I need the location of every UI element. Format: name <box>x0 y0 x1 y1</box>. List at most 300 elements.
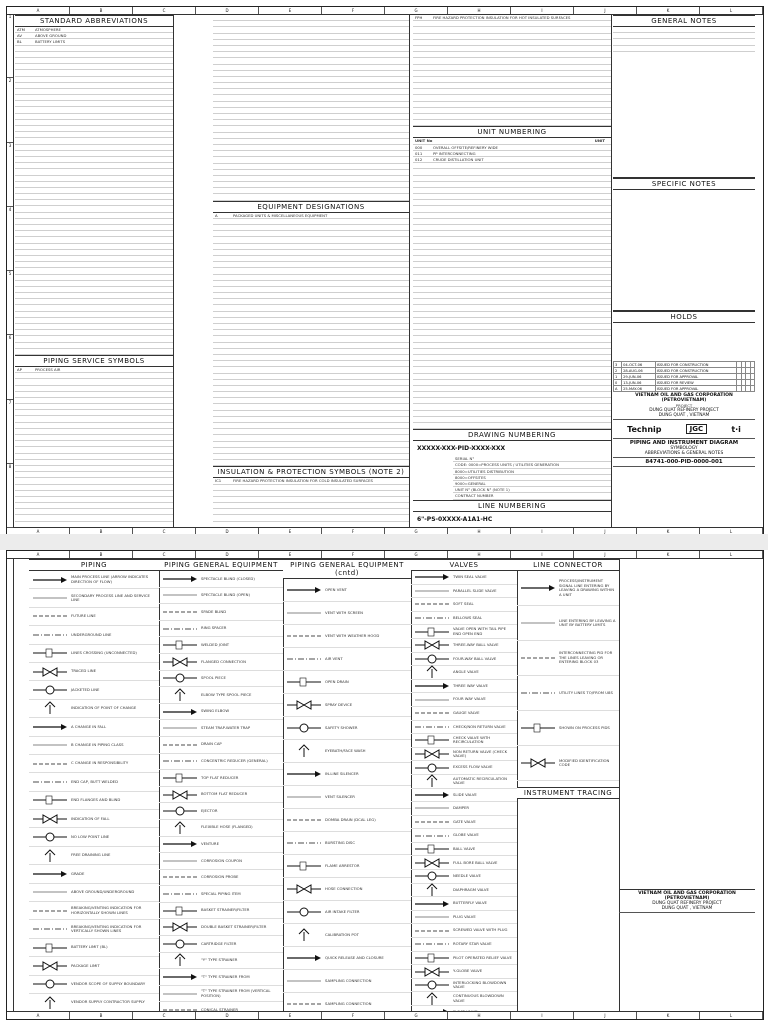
equipment-symbol-label: CORROSION COUPON <box>201 857 243 863</box>
equipment-column <box>213 15 410 527</box>
insulation-continued-list <box>413 15 611 126</box>
valve-symbol <box>411 775 517 789</box>
specific-notes-area <box>613 190 755 311</box>
valve-symbol-label: ROTARY STAR VALVE <box>453 941 492 947</box>
ruler-mark: E <box>259 528 322 535</box>
valve-symbol <box>411 952 517 966</box>
piping-symbol <box>29 957 159 975</box>
symbol-glyph-icon <box>29 942 71 954</box>
equipment-symbol-label: STEAM TRAP-WATER TRAP <box>201 724 251 730</box>
symbol-glyph-icon <box>29 813 71 825</box>
valve-symbol-label: FULL BORE BALL VALVE <box>453 859 498 865</box>
symbol-glyph-icon <box>159 805 201 817</box>
ruler-mark: L <box>700 1012 763 1019</box>
valve-symbol-label: EXCESS FLOW VALVE <box>453 764 493 770</box>
ti-logo: t·i <box>731 424 741 434</box>
ruler-mark: I <box>511 528 574 535</box>
symbol-glyph-icon <box>159 972 201 982</box>
symbol-glyph-icon <box>159 590 201 600</box>
ruler-mark: C <box>133 7 196 14</box>
drawing-numbering-note: 8000=OFFSITES <box>453 475 611 481</box>
ruler-mark: G <box>385 551 448 558</box>
insulation-row-text: FIRE HAZARD PROTECTION INSULATION FOR HOT INSULATED SURFACES <box>433 15 571 20</box>
equipment-symbol <box>283 786 411 809</box>
equipment-symbol <box>283 602 411 625</box>
ruler-mark: D <box>196 528 259 535</box>
equipment-symbol-label: CARTRIDGE FILTER <box>201 940 237 946</box>
equipment-symbol-label: CORROSION PROBE <box>201 874 239 880</box>
insulation-row-text: FIRE HAZARD PROTECTION INSULATION FOR COLD INSULATED SURFACES <box>233 478 373 484</box>
symbol-glyph-icon <box>517 618 559 628</box>
symbol-glyph-icon <box>159 938 201 950</box>
sheet-ruler-left <box>7 14 14 528</box>
ruler-mark: E <box>259 551 322 558</box>
piping-symbol-label: C CHANGE IN RESPONSIBILITY <box>71 760 129 766</box>
symbol-glyph-icon <box>29 684 71 696</box>
symbol-glyph-icon <box>411 748 453 760</box>
symbol-glyph-icon <box>29 831 71 843</box>
piping-symbol <box>29 663 159 681</box>
equipment-symbol-label: FLAME ARRESTOR <box>325 862 360 868</box>
symbol-glyph-icon <box>29 996 71 1010</box>
valve-symbol-label: THREE WAY VALVE <box>453 682 488 688</box>
symbol-glyph-icon <box>159 789 201 801</box>
equipment-symbol <box>159 654 283 671</box>
valve-symbol <box>411 612 517 626</box>
piping-symbol-label: BATTERY LIMIT (BL) <box>71 944 108 950</box>
connector-symbol-label: LINE ENTERING BY LEAVING A UNIT BY BATTERY LIMITS <box>559 617 616 627</box>
equipment-symbol <box>283 740 411 763</box>
valve-symbol-label: BELLOWS SEAL <box>453 614 482 620</box>
equipment-symbol <box>159 870 283 887</box>
valves-heading: VALVES <box>411 559 517 571</box>
symbol-glyph-icon <box>283 976 325 986</box>
symbol-glyph-icon <box>159 889 201 899</box>
valve-symbol <box>411 829 517 843</box>
ruler-mark: K <box>637 528 700 535</box>
revision-cell: 0 <box>614 380 622 386</box>
valve-symbol-list <box>411 571 517 1011</box>
drawing-subtitle-1: SYMBOLOGY <box>670 446 698 451</box>
equipment-symbol <box>283 832 411 855</box>
symbol-glyph-icon <box>29 611 71 621</box>
ruler-mark: C <box>133 1012 196 1019</box>
ruler-mark: 4 <box>7 207 13 271</box>
unit-number-col-header: UNIT No <box>415 138 433 144</box>
project-name: DUNG QUAT REFINERY PROJECT <box>649 408 719 413</box>
piping-symbol-label: BREAKING/VENTING INDICATION FOR HORIZONTALLY SHOWN LINES <box>71 905 142 915</box>
valve-symbol <box>411 911 517 925</box>
equipment-symbol <box>159 986 283 1003</box>
ruler-mark: E <box>259 7 322 14</box>
piping-symbol-label: JACKETED LINE <box>71 686 100 692</box>
equipment-symbol-label: SPRAY DEVICE <box>325 701 353 707</box>
symbol-glyph-icon <box>29 924 71 934</box>
symbol-glyph-icon <box>283 722 325 734</box>
symbol-glyph-icon <box>159 688 201 702</box>
unit-row-text: CRUDE DISTILLATION UNIT <box>433 156 484 162</box>
symbol-glyph-icon <box>411 939 453 949</box>
abbreviations-continued-list <box>213 15 409 201</box>
sheet-separator <box>0 534 768 550</box>
symbol-glyph-icon <box>29 794 71 806</box>
ruler-mark: G <box>385 528 448 535</box>
symbol-glyph-icon <box>411 639 453 651</box>
valve-symbol <box>411 789 517 803</box>
symbol-glyph-icon <box>29 647 71 659</box>
symbol-glyph-icon <box>159 921 201 933</box>
piping-symbol-label: GRADE <box>71 870 85 876</box>
valve-symbol <box>411 979 517 993</box>
equipment-symbol-label: AIR INTAKE FILTER <box>325 908 360 914</box>
valve-symbol-label: CHECK VALVE WITH RECIRCULATION <box>453 734 491 745</box>
symbol-glyph-icon <box>411 599 453 609</box>
equipment-symbol-label: SPOOL PIECE <box>201 675 226 681</box>
symbol-glyph-icon <box>517 757 559 769</box>
symbol-glyph-icon <box>411 790 453 800</box>
connector-symbol-label: INTERCONNECTING PID FOR THE LINES LEAVING OR ENTERING BLOCK 03 <box>559 650 613 665</box>
valve-symbol-label: FOUR-WAY BALL VALVE <box>453 655 497 661</box>
equipment-row-code: A <box>215 212 218 218</box>
piping-symbol-label: NO LOW POINT LINE <box>71 833 110 839</box>
revision-cell: ISSUED FOR APPROVAL <box>655 386 737 392</box>
equipment-symbol-label: HOSE CONNECTION <box>325 885 363 891</box>
symbol-glyph-icon <box>283 585 325 595</box>
revision-cell: ISSUED FOR REVIEW <box>655 380 737 386</box>
connector-symbol-label: PROCESS/INSTRUMENT SIGNAL LINE ENTERING BY LEAVING A DRAWING WITHIN A UNIT <box>559 578 615 597</box>
piping-symbol <box>29 847 159 865</box>
piping-symbol-label: INDICATION OF FALL <box>71 815 110 821</box>
sheet2-title-block <box>619 890 755 913</box>
symbol-glyph-icon <box>411 586 453 596</box>
valve-symbol-label: ANGLE VALVE <box>453 669 479 675</box>
symbol-glyph-icon <box>283 608 325 618</box>
symbol-glyph-icon <box>159 639 201 651</box>
revision-table <box>613 361 755 392</box>
equipment-symbol <box>159 671 283 688</box>
ruler-mark: 3 <box>7 143 13 207</box>
ruler-mark: L <box>700 528 763 535</box>
equipment-symbol-label: FLEXIBLE HOSE (FLANGED) <box>201 824 253 830</box>
connector-symbol <box>517 676 619 711</box>
ruler-mark: F <box>322 7 385 14</box>
connector-symbol <box>517 606 619 641</box>
valve-symbol <box>411 598 517 612</box>
equipment-symbol-label: SPECIAL PIPING ITEM <box>201 890 241 896</box>
piping-symbol-label: SECONDARY PROCESS LINE AND SERVICE LINE <box>71 592 150 603</box>
connector-symbol <box>517 711 619 746</box>
drawing-number: 84741-000-PID-0000-001 <box>613 458 755 467</box>
equipment-symbol-label: "T" TYPE STRAINER FROM <box>201 973 250 979</box>
symbol-glyph-icon <box>159 989 201 999</box>
insulation-symbols-heading: INSULATION & PROTECTION SYMBOLS (NOTE 2) <box>213 466 409 478</box>
symbol-glyph-icon <box>29 593 71 603</box>
equipment-symbol <box>159 1002 283 1011</box>
ruler-mark: H <box>448 1012 511 1019</box>
symbol-glyph-icon <box>411 653 453 665</box>
symbol-glyph-icon <box>29 575 71 585</box>
unit-row-text: OVERALL OFFSITE/REFINERY WIDE <box>433 144 498 150</box>
symbol-glyph-icon <box>29 740 71 750</box>
equipment-symbol-label: SAMPLING CONNECTION <box>325 977 372 983</box>
piping-symbol <box>29 828 159 846</box>
revision-cell: A <box>614 386 622 392</box>
equipment-symbol-label: VENT WITH SCREEN <box>325 609 363 615</box>
piping-symbol-label: END FLANGES AND BLIND <box>71 797 121 803</box>
symbol-glyph-icon <box>29 759 71 769</box>
equipment-symbol <box>159 837 283 854</box>
valve-symbol <box>411 639 517 653</box>
symbol-glyph-icon <box>411 681 453 691</box>
symbol-glyph-icon <box>411 613 453 623</box>
piping-equipment-contd-column <box>283 559 412 1011</box>
valve-symbol <box>411 938 517 952</box>
symbol-glyph-icon <box>159 905 201 917</box>
line-numbering-heading: LINE NUMBERING <box>413 500 611 512</box>
piping-symbol <box>29 792 159 810</box>
ruler-mark: C <box>133 528 196 535</box>
ruler-mark: G <box>385 1012 448 1019</box>
piping-symbol-label: B CHANGE IN PIPING CLASS <box>71 741 124 747</box>
valve-symbol <box>411 707 517 721</box>
symbol-glyph-icon <box>283 860 325 872</box>
drawing-numbering-note: CONTRACT NUMBER <box>453 493 611 499</box>
piping-symbol-list <box>29 571 159 1011</box>
equipment-symbol <box>283 671 411 694</box>
equipment-symbol <box>159 704 283 721</box>
equipment-symbol <box>283 855 411 878</box>
equipment-symbol-label: QUICK RELEASE AND CLOSURE <box>325 954 384 960</box>
valve-symbol-label: SLIDE VALVE <box>453 791 477 797</box>
symbol-glyph-icon <box>283 769 325 779</box>
drawing-sheet-1 <box>6 6 764 536</box>
equipment-symbol <box>159 588 283 605</box>
piping-equipment-heading: PIPING GENERAL EQUIPMENT <box>159 559 283 571</box>
ruler-mark: L <box>700 551 763 558</box>
symbol-glyph-icon <box>159 772 201 784</box>
title-block-company <box>613 392 755 420</box>
piping-symbol-label: VENDOR SCOPE OF SUPPLY BOUNDARY <box>71 981 146 987</box>
valve-symbol-label: GATE VALVE <box>453 818 476 824</box>
ruler-mark: F <box>322 1012 385 1019</box>
sheet2-company-name: VIETNAM OIL AND GAS CORPORATION (PETROVIETNAM) <box>638 891 736 901</box>
general-notes-area <box>613 27 755 178</box>
jgc-logo: JGC <box>686 424 708 434</box>
ruler-mark: K <box>637 1012 700 1019</box>
valve-symbol-label: TWIN SEAL VALVE <box>453 574 487 580</box>
valve-symbol-label: DIAPHRAGM VALVE <box>453 886 489 892</box>
piping-symbol <box>29 718 159 736</box>
symbol-glyph-icon <box>411 857 453 869</box>
piping-equipment-contd-heading <box>283 559 411 579</box>
revision-cell <box>750 386 755 392</box>
equipment-symbol-label: VENTURE <box>201 841 219 847</box>
equipment-symbol-label: IN-LINE SILENCER <box>325 770 359 776</box>
symbol-glyph-icon <box>283 906 325 918</box>
equipment-symbol-label: SAFETY SHOWER <box>325 724 358 730</box>
equipment-symbol <box>159 687 283 704</box>
technip-logo: Technip <box>627 424 662 434</box>
piping-symbol-label: BREAKING/VENTING INDICATION FOR VERTICALLY SHOWN LINES <box>71 923 142 934</box>
sheet2-notes-column <box>619 559 755 1011</box>
piping-equipment-contd-subtitle: (cntd) <box>335 569 359 577</box>
valve-symbol <box>411 721 517 735</box>
ruler-mark: K <box>637 7 700 14</box>
insulation-row <box>213 522 409 527</box>
equipment-symbol <box>159 853 283 870</box>
equipment-symbol-label: SPECTACLE BLIND (CLOSED) <box>201 575 255 581</box>
symbol-glyph-icon <box>29 960 71 972</box>
abbreviation-row-text: ABOVE GROUND <box>35 33 67 39</box>
piping-symbol <box>29 571 159 589</box>
piping-symbol-label: INDICATION OF POINT OF CHANGE <box>71 705 137 711</box>
valve-symbol-label: INTERLOCKING BLOWDOWN VALVE <box>453 979 507 990</box>
unit-row-code: 012 <box>415 156 423 162</box>
valve-symbol <box>411 748 517 762</box>
symbol-glyph-icon <box>283 928 325 942</box>
piping-symbol <box>29 884 159 902</box>
valve-symbol <box>411 693 517 707</box>
equipment-symbol-label: AIR VENT <box>325 655 343 661</box>
equipment-symbol-label: SPADE BLIND <box>201 608 227 614</box>
symbol-glyph-icon <box>411 966 453 978</box>
valve-symbol-label: PLUG VALVE <box>453 913 476 919</box>
abbreviations-list <box>15 27 173 355</box>
equipment-symbol <box>159 621 283 638</box>
company-name: VIETNAM OIL AND GAS CORPORATION (PETROVIETNAM) <box>635 393 733 403</box>
symbol-glyph-icon <box>517 653 559 663</box>
equipment-symbol-label: CONCENTRIC REDUCER (GENERAL) <box>201 758 268 764</box>
valve-symbol-label: VALVE OPEN WITH TAIL PIPE END OPEN END <box>453 626 506 636</box>
ruler-mark: 1 <box>7 14 13 78</box>
valve-symbol <box>411 585 517 599</box>
piping-symbol-label: LINES CROSSING (UNCONNECTED) <box>71 650 137 655</box>
line-connector-list <box>517 571 619 781</box>
valve-symbol <box>411 734 517 748</box>
equipment-symbol-label: DOUBLE BASKET STRAINER/FILTER <box>201 924 267 930</box>
symbol-glyph-icon <box>159 624 201 634</box>
equipment-symbol <box>159 720 283 737</box>
valve-symbol <box>411 965 517 979</box>
symbol-glyph-icon <box>411 734 453 746</box>
equipment-symbol-label: EJECTOR <box>201 807 218 813</box>
equipment-symbol <box>159 604 283 621</box>
symbol-glyph-icon <box>411 899 453 909</box>
piping-symbol <box>29 608 159 626</box>
valve-symbol <box>411 802 517 816</box>
abbreviation-row-code: AV <box>17 33 22 39</box>
line-number-format: 6"-PS-0XXXX-A1A1-HC <box>417 515 493 523</box>
ruler-mark: K <box>637 551 700 558</box>
line-numbering-note <box>443 527 611 528</box>
valve-symbol-label: Y-GLOBE VALVE <box>453 968 483 974</box>
equipment-symbol-label: BASKET STRAINER/FILTER <box>201 907 250 913</box>
piping-symbol-label: UNDERGROUND LINE <box>71 631 112 637</box>
revision-cell: 13-JUN-06 <box>622 380 655 386</box>
valve-symbol-label: NON RETURN VALVE (CHECK VALVE) <box>453 748 508 759</box>
symbol-glyph-icon <box>411 722 453 732</box>
symbol-glyph-icon <box>29 849 71 863</box>
sheet-ruler-bottom <box>7 1011 763 1019</box>
symbol-glyph-icon <box>411 843 453 855</box>
valve-symbol <box>411 924 517 938</box>
piping-symbol <box>29 773 159 791</box>
revision-cell: 3 <box>614 362 622 368</box>
line-connector-column <box>517 559 620 1011</box>
ruler-mark: J <box>574 528 637 535</box>
equipment-symbol-label: SPECTACLE BLIND (OPEN) <box>201 592 250 598</box>
standard-abbreviations-heading: STANDARD ABBREVIATIONS <box>15 15 173 27</box>
drawing-sheet-2 <box>6 550 764 1020</box>
piping-symbol <box>29 865 159 883</box>
symbol-glyph-icon <box>411 1007 453 1011</box>
ruler-mark: F <box>322 528 385 535</box>
abbreviation-row-code: ATM <box>17 27 25 32</box>
piping-equipment-contd-list <box>283 579 411 1011</box>
equipment-symbol <box>159 803 283 820</box>
ruler-mark: F <box>322 551 385 558</box>
symbol-glyph-icon <box>159 756 201 766</box>
numbering-column <box>413 15 612 527</box>
ruler-mark: B <box>70 7 133 14</box>
revision-cell: 2 <box>614 368 622 374</box>
unit-row-code: 000 <box>415 144 423 150</box>
symbol-glyph-icon <box>517 583 559 593</box>
equipment-symbol <box>283 648 411 671</box>
general-notes-heading: GENERAL NOTES <box>613 15 755 27</box>
connector-symbol <box>517 641 619 676</box>
revision-cell: 29-JUN-06 <box>622 374 655 380</box>
equipment-symbol <box>283 579 411 602</box>
piping-symbol <box>29 920 159 938</box>
piping-symbol <box>29 700 159 718</box>
symbol-glyph-icon <box>159 723 201 733</box>
ruler-mark: L <box>700 7 763 14</box>
symbol-glyph-icon <box>159 872 201 882</box>
notes-column <box>613 15 755 527</box>
equipment-symbol-label: TOP FLAT REDUCER <box>201 774 239 780</box>
symbol-glyph-icon <box>411 979 453 991</box>
insulation-symbols-list <box>213 478 409 527</box>
equipment-symbol <box>283 878 411 901</box>
abbreviations-column <box>15 15 174 527</box>
symbol-glyph-icon <box>29 906 71 916</box>
piping-service-symbols-heading: PIPING SERVICE SYMBOLS <box>15 355 173 367</box>
line-connector-heading: LINE CONNECTOR <box>517 559 619 571</box>
equipment-symbol <box>159 637 283 654</box>
equipment-designations-heading: EQUIPMENT DESIGNATIONS <box>213 201 409 213</box>
equipment-symbol-label: WELDED JOINT <box>201 641 230 647</box>
ruler-mark: 6 <box>7 335 13 399</box>
drawing-numbering-note: 9000=GENERAL <box>453 481 611 487</box>
equipment-symbol-label: DRAIN CAP <box>201 741 222 747</box>
piping-symbol-label: END CAP, BUTT WELDED <box>71 778 118 784</box>
valve-symbol <box>411 992 517 1006</box>
piping-symbol-label: VENDOR SUPPLY CONTRACTOR SUPPLY <box>71 999 145 1005</box>
revision-cell: ISSUED FOR APPROVAL <box>655 374 737 380</box>
equipment-symbol <box>159 820 283 837</box>
equipment-symbol <box>159 919 283 936</box>
valve-symbol-label: CONTINUOUS BLOWDOWN VALVE <box>453 993 504 1003</box>
piping-symbol-label: A CHANGE IN FALL <box>71 723 107 729</box>
symbol-glyph-icon <box>283 999 325 1009</box>
symbol-glyph-icon <box>283 883 325 895</box>
ruler-mark: B <box>70 528 133 535</box>
valve-symbol-label: FOUR WAY VALVE <box>453 696 486 702</box>
ruler-mark: A <box>7 528 70 535</box>
ruler-mark: 8 <box>7 464 13 528</box>
revision-row <box>614 386 755 392</box>
